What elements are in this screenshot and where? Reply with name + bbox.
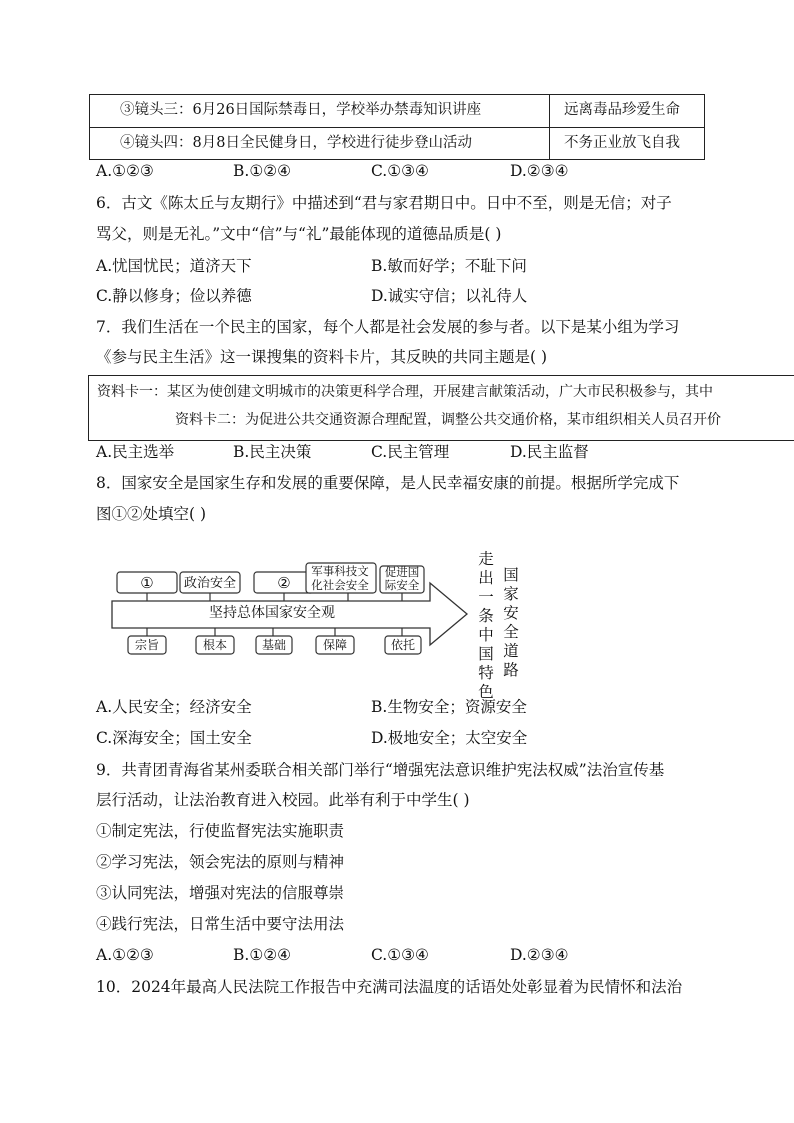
q9-option-a[interactable]: A.①②③ [96, 946, 154, 964]
q8-stem-line1: 8．国家安全是国家生存和发展的重要保障，是人民幸福安康的前提。根据所学完成下 [96, 474, 680, 492]
q8-option-a[interactable]: A.人民安全；经济安全 [96, 698, 252, 716]
q7-option-a[interactable]: A.民主选举 [96, 443, 175, 461]
diagram-bottom-foundation: 基础 [261, 638, 286, 652]
q6-stem-line1: 6．古文《陈太丘与友期行》中描述到“君与家君期日中。日中不至，则是无信；对子 [96, 194, 672, 212]
option-d[interactable]: D.②③④ [510, 162, 569, 180]
diagram-bottom-support: 依托 [390, 638, 415, 652]
q10-stem-line1: 10．2024年最高人民法院工作报告中充满司法温度的话语处处彰显着为民情怀和法治 [96, 978, 683, 996]
diagram-bottom-purpose: 宗旨 [134, 638, 159, 652]
q6-option-d[interactable]: D.诚实守信；以礼待人 [371, 287, 528, 305]
q9-item-4: ④践行宪法，日常生活中要守法用法 [96, 915, 345, 933]
diagram-top-international: 促进国际安全 [384, 565, 420, 592]
arrow-label: 坚持总体国家安全观 [209, 605, 335, 621]
q8-option-d[interactable]: D.极地安全；太空安全 [371, 729, 528, 747]
q9-stem-line2: 层行活动，让法治教育进入校园。此举有利于中学生( ) [96, 791, 470, 809]
diagram-vertical-left: 走出一条中国特色 [478, 550, 494, 701]
q9-stem-line1: 9．共青团青海省某州委联合相关部门举行“增强宪法意识维护宪法权威”法治宣传基 [96, 761, 665, 779]
diagram-top-blank-2: ② [277, 574, 291, 592]
option-a[interactable]: A.①②③ [96, 162, 154, 180]
q8-option-c[interactable]: C.深海安全；国土安全 [96, 729, 252, 747]
q9-item-2: ②学习宪法，领会宪法的原则与精神 [96, 853, 345, 871]
resource-cards [88, 375, 794, 441]
table-cell-comment: 不务正业放飞自我 [564, 135, 680, 151]
q9-option-d[interactable]: D.②③④ [510, 946, 569, 964]
q8-option-b[interactable]: B.生物安全；资源安全 [371, 698, 527, 716]
q6-option-c[interactable]: C.静以修身；俭以养德 [96, 287, 252, 305]
diagram-top-political: 政治安全 [183, 576, 236, 591]
q6-stem-line2: 骂父，则是无礼。”文中“信”与“礼”最能体现的道德品质是( ) [96, 225, 502, 243]
q9-item-3: ③认同宪法，增强对宪法的信服尊崇 [96, 884, 345, 902]
diagram-bottom-root: 根本 [202, 638, 227, 652]
resource-card-2: 资料卡二：为促进公共交通资源合理配置，调整公共交通价格，某市组织相关人员召开价 [175, 412, 721, 428]
q7-stem-line1: 7．我们生活在一个民主的国家，每个人都是社会发展的参与者。以下是某小组为学习 [96, 318, 680, 336]
q6-option-a[interactable]: A.忧国忧民；道济天下 [96, 257, 252, 275]
table-cell-scenario: ③镜头三：6月26日国际禁毒日，学校举办禁毒知识讲座 [120, 102, 482, 118]
q7-option-d[interactable]: D.民主监督 [510, 443, 589, 461]
q9-option-c[interactable]: C.①③④ [371, 946, 429, 964]
table-row [90, 127, 704, 160]
option-c[interactable]: C.①③④ [371, 162, 429, 180]
table-cell-scenario: ④镜头四：8月8日全民健身日，学校进行徒步登山活动 [120, 135, 472, 151]
resource-card-1: 资料卡一：某区为使创建文明城市的决策更科学合理，开展建言献策活动，广大市民积极参与，其中 [97, 384, 713, 400]
scenario-table [89, 94, 705, 160]
q7-option-b[interactable]: B.民主决策 [233, 443, 312, 461]
q7-option-c[interactable]: C.民主管理 [371, 443, 450, 461]
q6-option-b[interactable]: B.敏而好学；不耻下问 [371, 257, 527, 275]
table-row [90, 95, 704, 127]
q7-stem-line2: 《参与民主生活》这一课搜集的资料卡片，其反映的共同主题是( ) [96, 348, 548, 366]
table-cell-comment: 远离毒品珍爱生命 [564, 102, 680, 118]
q9-option-b[interactable]: B.①②④ [233, 946, 292, 964]
diagram-top-military: 军事科技文化社会安全 [311, 564, 369, 592]
option-b[interactable]: B.①②④ [233, 162, 292, 180]
q9-item-1: ①制定宪法，行使监督宪法实施职责 [96, 822, 345, 840]
diagram-top-blank-1: ① [140, 574, 154, 592]
table-divider [549, 95, 550, 159]
q8-stem-line2: 图①②处填空( ) [96, 505, 207, 523]
diagram-vertical-right: 国家安全道路 [503, 566, 519, 679]
diagram-bottom-guarantee: 保障 [322, 638, 347, 652]
